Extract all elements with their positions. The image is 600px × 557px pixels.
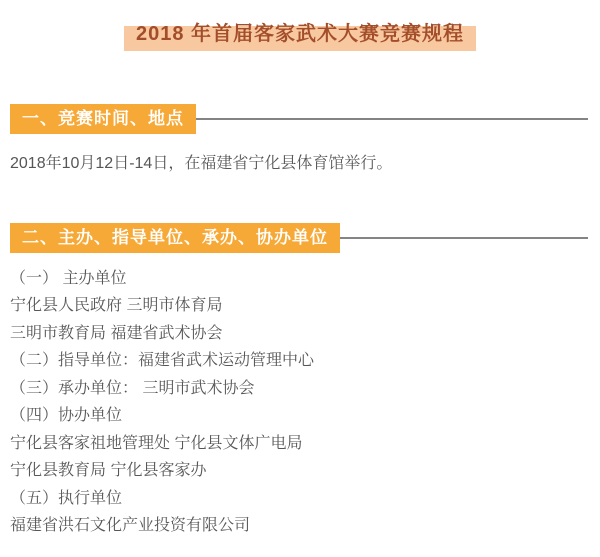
section-2-divider-line — [340, 237, 588, 239]
section-2-text-line: 三明市教育局 福建省武术协会 — [10, 324, 223, 342]
section-1-heading: 一、竞赛时间、地点 — [10, 104, 196, 134]
section-1-text-line: 2018年10月12日-14日，在福建省宁化县体育馆举行。 — [10, 155, 393, 172]
section-2-text-line: 宁化县人民政府 三明市体育局 — [10, 297, 223, 314]
section-2-header — [10, 223, 588, 253]
section-1-divider-line — [196, 118, 588, 120]
section-2-text-line: （二）指导单位：福建省武术运动管理中心 — [10, 352, 315, 369]
page-title: 2018 年首届客家武术大赛竞赛规程 — [124, 21, 476, 47]
section-2-text-line: （一） 主办单位 — [10, 269, 127, 287]
section-2-text-line: 宁化县客家祖地管理处 宁化县文体广电局 — [10, 434, 303, 452]
section-2-text-line: （四）协办单位 — [10, 407, 123, 424]
section-1-header — [10, 104, 588, 134]
section-2-text-line: （三）承办单位： 三明市武术协会 — [10, 379, 255, 397]
section-2-text-line: 福建省洪石文化产业投资有限公司 — [10, 517, 251, 534]
section-2-text-line: （五）执行单位 — [10, 489, 123, 507]
section-2-body — [10, 265, 588, 540]
section-1-body — [10, 150, 588, 178]
section-2-text-line: 宁化县教育局 宁化县客家办 — [10, 462, 207, 479]
section-2-heading: 二、主办、指导单位、承办、协办单位 — [10, 223, 340, 253]
title-row — [0, 21, 600, 47]
